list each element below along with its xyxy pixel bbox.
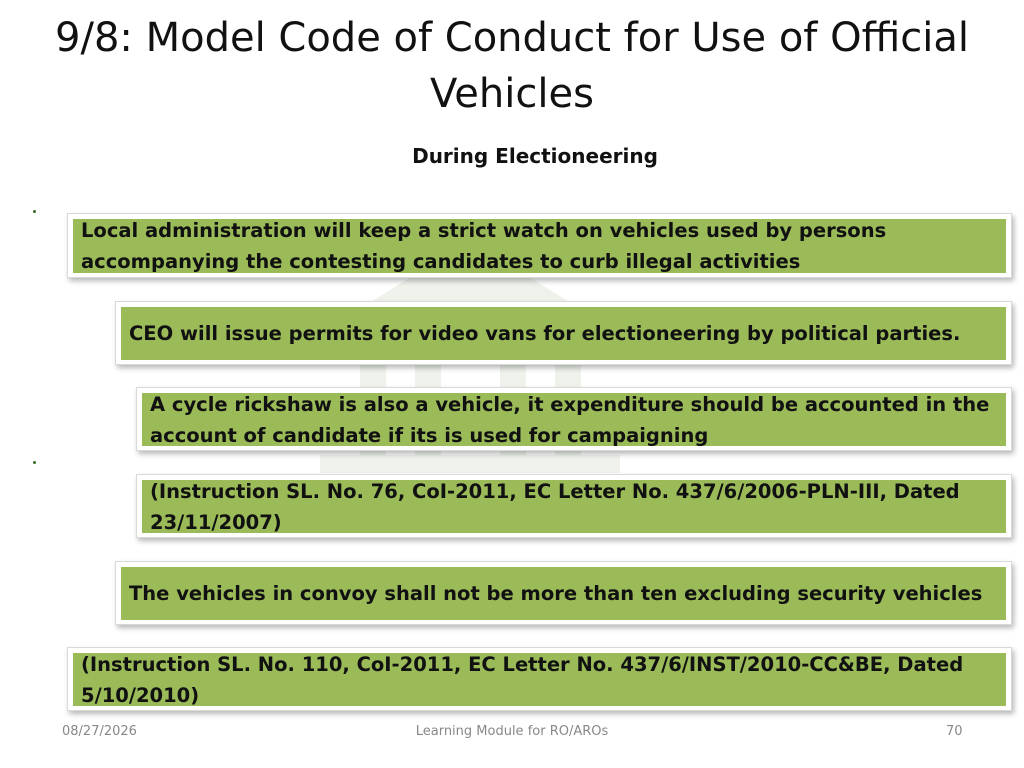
bullet-dot	[33, 461, 36, 464]
info-box-text	[129, 318, 960, 349]
info-box-fill	[121, 307, 1006, 360]
footer-center-text: Learning Module for RO/AROs	[415, 724, 609, 739]
info-box-instruction-76	[136, 474, 1012, 538]
info-box-line: account of candidate if its is used for campaigning	[150, 423, 709, 447]
info-box-line: (Instruction SL. No. 110, CoI-2011, EC Letter No. 437/6/INST/2010-CC&BE, Dated	[81, 652, 964, 676]
slide-subtitle: During Electioneering	[412, 144, 658, 168]
info-box-fill	[121, 567, 1006, 620]
info-box-fill	[73, 653, 1006, 706]
info-box-line: (Instruction SL. No. 76, CoI-2011, EC Letter No. 437/6/2006-PLN-III, Dated	[150, 479, 960, 503]
info-box-instruction-110	[67, 647, 1012, 711]
info-box-line: 23/11/2007)	[150, 510, 282, 534]
info-box-line: accompanying the contesting candidates to curb illegal activities	[81, 250, 801, 273]
info-box-fill	[142, 480, 1006, 533]
info-box-line: 5/10/2010)	[81, 683, 200, 707]
info-box-local-administration	[67, 213, 1012, 278]
info-box-text	[150, 476, 960, 538]
info-box-text	[129, 578, 982, 609]
info-box-convoy-limit	[115, 561, 1012, 625]
info-box-text	[150, 389, 989, 451]
info-box-cycle-rickshaw	[136, 387, 1012, 451]
info-box-text	[81, 649, 963, 711]
info-box-line: A cycle rickshaw is also a vehicle, it expenditure should be accounted in the	[150, 392, 990, 416]
info-box-fill	[142, 393, 1006, 446]
info-box-text	[81, 215, 886, 277]
slide-title-text: 9/8: Model Code of Conduct for Use of Official Vehicles	[55, 15, 969, 117]
slide-title	[20, 10, 1004, 122]
bullet-dot	[33, 210, 36, 213]
info-box-line: The vehicles in convoy shall not be more than ten excluding security vehicles	[129, 582, 983, 605]
info-box-line: Local administration will keep a strict watch on vehicles used by persons	[81, 219, 887, 242]
footer-page-number: 70	[946, 724, 963, 739]
info-box-ceo-permits	[115, 301, 1012, 365]
info-box-line: CEO will issue permits for video vans for electioneering by political parties.	[129, 322, 961, 345]
info-box-fill	[73, 219, 1006, 273]
footer-date: 08/27/2026	[62, 724, 137, 739]
